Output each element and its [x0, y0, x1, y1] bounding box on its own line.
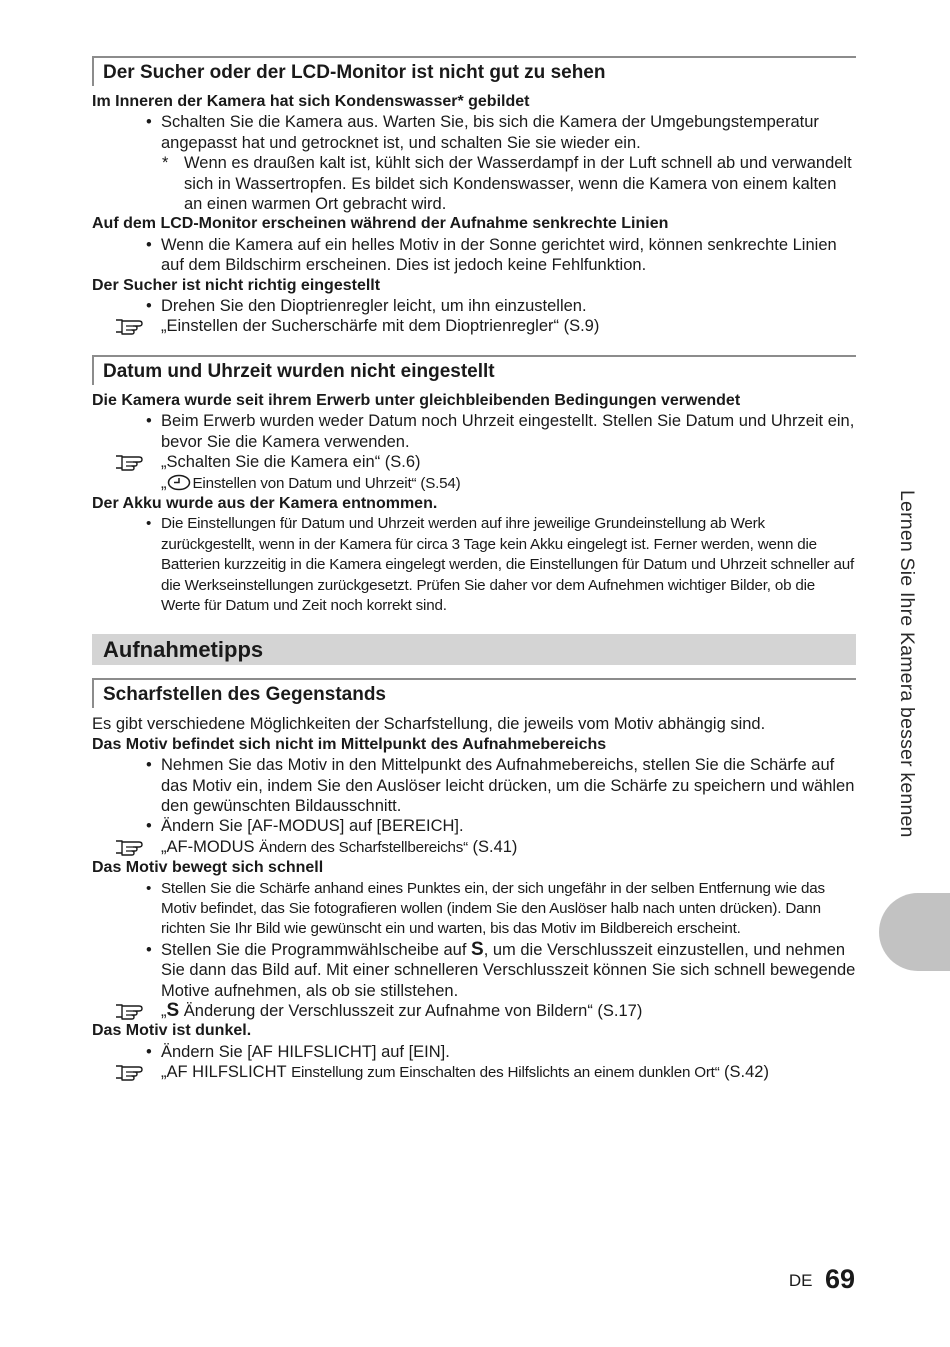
bullet-mark: • [146, 879, 152, 897]
section-heading-focusing: Scharfstellen des Gegenstands [92, 678, 856, 708]
topic-title-fast-moving: Das Motiv bewegt sich schnell [92, 859, 324, 877]
list-item [92, 1042, 856, 1062]
topic-title-dark-subject: Das Motiv ist dunkel. [92, 1022, 252, 1040]
reference-text: Ändern des Scharfstellbereichs“ [258, 838, 469, 856]
page-footer [789, 1264, 855, 1295]
list-item [92, 879, 856, 940]
bullet-text: Beim Erwerb wurden weder Datum noch Uhrzeit eingestellt. Stellen Sie Datum und Uhrzeit ein, bevor Sie die Kamera verwenden. [161, 412, 855, 451]
footnote-mark: * [162, 154, 169, 173]
page-number: 69 [824, 1264, 855, 1294]
quote-mark: „ [161, 1002, 167, 1021]
reference-text: „Schalten Sie die Kamera ein“ (S.6) [161, 453, 421, 472]
bullet-mark: • [146, 817, 152, 836]
list-item [92, 411, 856, 452]
cross-reference [92, 1062, 856, 1083]
reference-menu-name: „AF-MODUS [161, 837, 255, 856]
cross-reference [92, 473, 856, 494]
section-heading-date-time: Datum und Uhrzeit wurden nicht eingestellt [92, 355, 856, 385]
bullet-text: Stellen Sie die Schärfe anhand eines Punktes ein, der sich ungefähr in der selben Entfernung wie das Motiv befindet, das Sie fotografieren wollen (indem Sie den Auslöser halb nach unten drücken). Dann richten Sie Ihr Bild wie gewünscht ein und warten, bis das Motiv im Bildbereich erscheint. [161, 879, 825, 938]
bullet-text: Ändern Sie [AF HILFSLICHT] auf [EIN]. [161, 1042, 450, 1061]
cross-reference [92, 1001, 856, 1021]
list-item [92, 940, 856, 1001]
bullet-text: Wenn die Kamera auf ein helles Motiv in der Sonne gerichtet wird, können senkrechte Linien auf dem Bildschirm erscheinen. Dies ist jedoch keine Fehlfunktion. [161, 235, 837, 275]
reference-page: (S.41) [472, 837, 518, 856]
topic-title-viewfinder-setting: Der Sucher ist nicht richtig eingestellt [92, 276, 381, 294]
cross-reference [92, 316, 856, 336]
reference-text: Änderung der Verschlusszeit zur Aufnahme von Bildern“ (S.17) [183, 1002, 643, 1021]
bullet-text: Schalten Sie die Kamera aus. Warten Sie, bis sich die Kamera der Umgebungstemperatur angepasst hat und getrocknet ist, und schalten Sie sie wieder ein. [161, 113, 819, 152]
cross-reference [92, 837, 856, 858]
list-item [92, 296, 856, 316]
clock-icon [167, 474, 191, 491]
shutter-mode-symbol: S [471, 938, 484, 960]
topic-title-vertical-lines: Auf dem LCD-Monitor erscheinen während der Aufnahme senkrechte Linien [92, 215, 669, 233]
topic-title-off-center: Das Motiv befindet sich nicht im Mittelpunkt des Aufnahmebereichs [92, 735, 607, 753]
reference-page: (S.42) [724, 1063, 769, 1082]
page-content [92, 56, 856, 1084]
list-item [92, 816, 856, 836]
quote-mark: „ [161, 473, 167, 492]
topic-title-battery-removed: Der Akku wurde aus der Kamera entnommen. [92, 494, 438, 512]
chapter-side-label: Lernen Sie Ihre Kamera besser kennen [896, 490, 918, 838]
list-item [92, 755, 856, 816]
list-item [92, 112, 856, 153]
bullet-mark: • [146, 940, 152, 959]
topic-title-unchanged-conditions: Die Kamera wurde seit ihrem Erwerb unter gleichbleibenden Bedingungen verwendet [92, 391, 741, 409]
pointing-hand-icon [114, 317, 148, 335]
cross-reference [92, 452, 856, 472]
footnote [92, 153, 856, 214]
pointing-hand-icon [114, 453, 148, 471]
bullet-mark: • [146, 515, 152, 533]
reference-text: „Einstellen der Sucherschärfe mit dem Dioptrienregler“ (S.9) [161, 317, 600, 336]
section-title-band: Aufnahmetipps [92, 634, 856, 665]
reference-text: Einstellen von Datum und Uhrzeit“ (S.54) [192, 474, 461, 492]
bullet-mark: • [146, 235, 152, 254]
bullet-text-prefix: Stellen Sie die Programmwählscheibe auf [161, 940, 467, 959]
bullet-mark: • [146, 297, 152, 316]
bullet-mark: • [146, 412, 152, 431]
bullet-text: Drehen Sie den Dioptrienregler leicht, um ihn einzustellen. [161, 297, 587, 316]
language-code: DE [788, 1271, 813, 1290]
list-item [92, 514, 856, 616]
pointing-hand-icon [114, 1063, 148, 1081]
chapter-tab [879, 893, 950, 971]
reference-text: Einstellung zum Einschalten des Hilfslichts an einem dunklen Ort“ [291, 1064, 720, 1082]
reference-menu-name: „AF HILFSLICHT [161, 1063, 287, 1082]
pointing-hand-icon [114, 1002, 148, 1020]
bullet-mark: • [146, 1042, 152, 1061]
list-item [92, 235, 856, 276]
section-heading-viewfinder: Der Sucher oder der LCD-Monitor ist nicht gut zu sehen [92, 56, 856, 86]
bullet-mark: • [146, 756, 152, 775]
topic-title-condensation: Im Inneren der Kamera hat sich Kondenswasser* gebildet [92, 93, 530, 110]
bullet-text: Die Einstellungen für Datum und Uhrzeit werden auf ihre jeweilige Grundeinstellung ab Werk zurückgestellt, wenn in der Kamera für circa 3 Tage kein Akku eingelegt ist. Ferner werden, wenn die Batterien kurzzeitig in die Kamera eingelegt werden, die Einstellungen für Datum und Uhrzeit schneller auf die Werkseinstellungen zurückgesetzt. Prüfen Sie daher vor dem Aufnehmen wichtiger Bilder, ob die Werte für Datum und Zeit noch korrekt sind. [161, 515, 855, 614]
bullet-text: Ändern Sie [AF-MODUS] auf [BEREICH]. [161, 817, 464, 836]
bullet-text-suffix: , um die Verschlusszeit einzustellen, und nehmen Sie dann das Bild auf. Mit einer schnelleren Verschlusszeit können Sie sich schnell bewegende Motive aufnehmen, als ob sie stillstehen. [161, 940, 856, 1000]
bullet-text: Nehmen Sie das Motiv in den Mittelpunkt des Aufnahmebereichs, stellen Sie die Schärfe auf das Motiv ein, indem Sie den Auslöser leicht drücken, um die Schärfe zu speichern und wählen den gewünschten Bildausschnitt. [161, 756, 855, 815]
intro-paragraph: Es gibt verschiedene Möglichkeiten der Scharfstellung, die jeweils vom Motiv abhängig sind. [92, 715, 766, 734]
footnote-text: Wenn es draußen kalt ist, kühlt sich der Wasserdampf in der Luft schnell ab und verwandelt sich in Wassertropfen. Es bildet sich Kondenswasser, wenn die Kamera von einem kalten an einen warmen Ort gebracht wird. [184, 154, 852, 214]
shutter-mode-symbol: S [166, 1000, 180, 1022]
pointing-hand-icon [114, 838, 148, 856]
bullet-mark: • [146, 113, 152, 132]
